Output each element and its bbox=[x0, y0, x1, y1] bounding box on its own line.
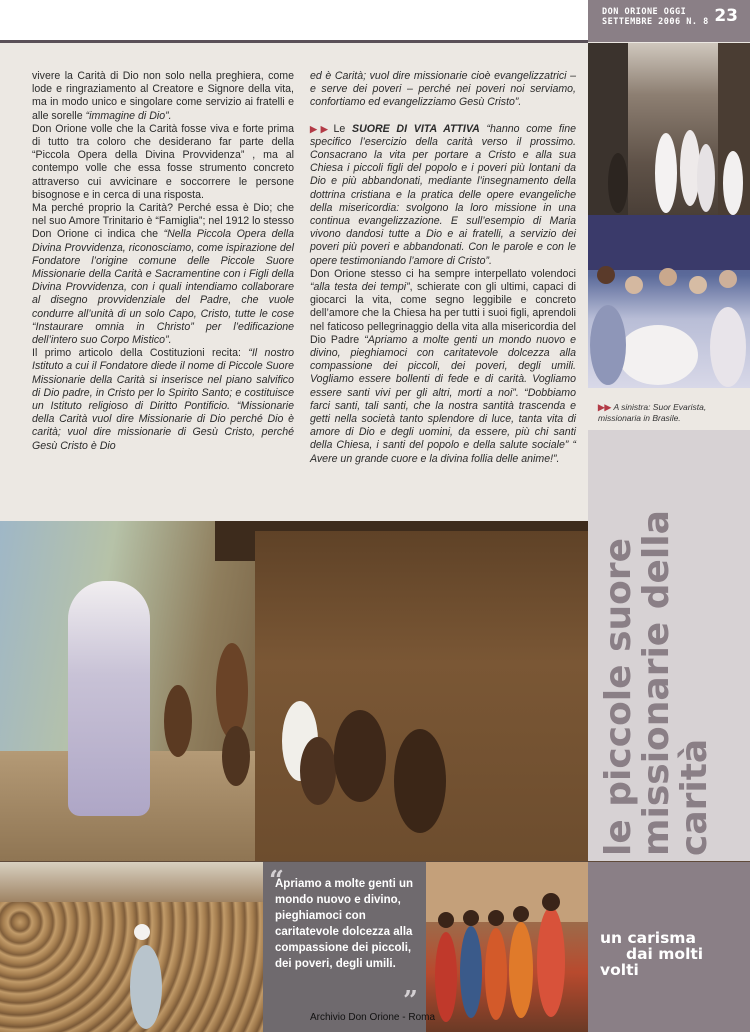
masthead bbox=[588, 0, 750, 42]
paragraph: Don Orione volle che la Carità fosse viva e forte prima di tutto tra coloro che desiderano far parte della “Piccola Opera della Divina Provvidenza” , ma al contempo volle che essa fosse strumento concreto attraverso cui avvicinare e soccorrere le persone bisognose e in cerca di una risposta. bbox=[32, 122, 294, 201]
article-title bbox=[600, 436, 714, 856]
paragraph-text: Il primo articolo della Costituzioni recita: bbox=[32, 347, 241, 360]
paragraph-text: Ma perché proprio la Carità? Perché essa è Dio; che nel suo Amore Trinitario è “Famiglia”; nel 1912 lo stesso Don Orione ci indica che bbox=[32, 202, 294, 241]
title-line-1: le piccole suore bbox=[598, 537, 639, 856]
article-subtitle bbox=[600, 930, 740, 978]
photo-nuns-street bbox=[588, 43, 750, 215]
photo-sisters-row bbox=[426, 862, 588, 1032]
paragraph-italic: ed è Carità; vuol dire missionarie cioè evangelizzatrici – e serve dei poveri – perché nei poveri noi serviamo, confortiamo ed evangelizziamo Gesù Cristo”. bbox=[310, 70, 576, 109]
section-highlight: SUORE DI VITA ATTIVA bbox=[352, 122, 480, 135]
photo-firewood-figure bbox=[0, 862, 263, 1032]
quote-close-mark: ” bbox=[403, 986, 418, 1016]
paragraph bbox=[32, 347, 294, 453]
magazine-name: DON ORIONE OGGI bbox=[602, 7, 687, 17]
paragraph-text: Le bbox=[333, 122, 346, 135]
photo-group-shapes bbox=[588, 215, 750, 388]
paragraph-gap bbox=[310, 110, 576, 123]
issue-date: SETTEMBRE 2006 N. 8 bbox=[602, 17, 709, 27]
paragraph-text: , schierate con gli ultimi, capaci di giocarci la vita, come segno leggibile e concreto dell’amore che la Chiesa ha per tutti i suoi figli, aprendoli nel faticoso pellegrinaggio della vita alla misericordia del Dio Padre bbox=[310, 281, 576, 346]
header-rule bbox=[0, 40, 588, 43]
paragraph bbox=[32, 70, 294, 123]
paragraph-italic: “Nella Piccola Opera della Divina Provvidenza, riconosciamo, come ispirazione del Fondatore l’origine comune delle Piccole Suore Missionarie della Carità e Sacramentine con i Figli della Divina Provvidenza, con i quali intendiamo collaborare al disegno provvidenziale del Padre, che vuole condurre all’unità di un solo Capo, Cristo, tutte le cose “Instaurare omnia in Christo” per l’edificazione dell’intero suo Corpo Mistico”. bbox=[32, 228, 294, 347]
pull-quote bbox=[263, 862, 426, 1032]
paragraph-italic: “immagine di Dio”. bbox=[85, 109, 172, 122]
photo-nuns-street-shapes bbox=[588, 43, 750, 215]
page-number: 23 bbox=[714, 6, 738, 26]
paragraph-text: vivere la Carità di Dio non solo nella preghiera, come lode e ringraziamento al Creatore e Signore della vita, ma in modo unico e singolare come servizio ai fratelli e alle sorelle bbox=[32, 70, 294, 122]
article-left-column bbox=[32, 70, 294, 453]
photo-sisters-shapes bbox=[426, 862, 588, 1032]
photo-firewood bbox=[0, 862, 263, 1032]
paragraph bbox=[32, 202, 294, 347]
paragraph-italic: “alla testa dei tempi” bbox=[310, 281, 410, 294]
caption-text: A sinistra: Suor Evarista, missionaria in Brasile. bbox=[598, 402, 707, 423]
subtitle-line-2: dai molti bbox=[626, 945, 704, 963]
paragraph-italic: “Apriamo a molte genti un mondo nuovo e divino, pieghiamoci con caritatevole dolcezza alla compassione dei piccoli, dei poveri, degli umili. Vogliamo essere bollenti di fede e di carità. Vogliamo essere santi vivi per gli altri, morti a noi”. “Dobbiamo farci santi, tali santi, che la nostra santità trascenda e getti nella società tanto splendore di luce, tanta vita di amore di Dio e degli uomini, da essere, più chi santi della Chiesa, i santi del popolo e della salute sociale” “ Avere un grande cuore e la divina follia delle anime!”. bbox=[310, 333, 577, 465]
quote-open-mark: “ bbox=[269, 866, 284, 896]
subtitle-line-3: volti bbox=[600, 961, 639, 979]
paragraph-text: Don Orione stesso ci ha sempre interpellato volendoci bbox=[310, 267, 576, 280]
photo-village-figures bbox=[0, 521, 588, 861]
pull-quote-text: Apriamo a molte genti un mondo nuovo e divino, pieghiamoci con caritatevole dolcezza alla compassione dei piccoli, dei poveri, degli umili. bbox=[275, 878, 414, 970]
masthead-magazine-block bbox=[602, 7, 709, 27]
archive-watermark: Archivio Don Orione - Roma bbox=[310, 1012, 436, 1023]
subtitle-panel bbox=[588, 862, 750, 1032]
subtitle-line-1: un carisma bbox=[600, 929, 696, 947]
photo-group-of-sisters bbox=[588, 215, 750, 388]
article-right-column bbox=[310, 70, 576, 466]
paragraph bbox=[310, 268, 576, 466]
title-line-2: missionarie della carità bbox=[636, 510, 715, 856]
paragraph bbox=[310, 123, 576, 268]
photo-village-children bbox=[0, 521, 588, 861]
paragraph-italic: “Il nostro Istituto a cui il Fondatore diede il nome di Piccole Suore Missionarie della Carità si inserisce nel piano salvifico di Dio padre, in Cristo per lo Spirito Santo; e costituisce un Istituto religioso di Diritto Pontificio. “Missionarie della Carità vuol dire Missionarie di Dio perché Dio è carità; vuol dire missionarie di Gesù Cristo, perché Gesù Cristo è Dio bbox=[32, 347, 294, 452]
paragraph-italic: “hanno come fine specifico l’esercizio della carità verso il prossimo. Consacrano la vita per portare a Cristo e alla sua Chiesa i piccoli figli del popolo e i poveri più lontani da Dio e più abbandonati, mediante l’insegnamento della dottrina cristiana e la pratica delle opere evangeliche della misericordia: svolgono la loro missione in una continua evangelizzazione. E sull’esempio di Maria vivono dandosi tutte a Dio e ai fratelli, a servizio dei poveri più poveri e abbandonati. Con le parole e con le opere testimoniando l’amore di Cristo”. bbox=[310, 122, 576, 267]
caption-arrow-icon: ▶▶ bbox=[598, 402, 614, 412]
photo-caption bbox=[598, 402, 738, 424]
arrow-icon: ▶▶ bbox=[310, 123, 332, 134]
